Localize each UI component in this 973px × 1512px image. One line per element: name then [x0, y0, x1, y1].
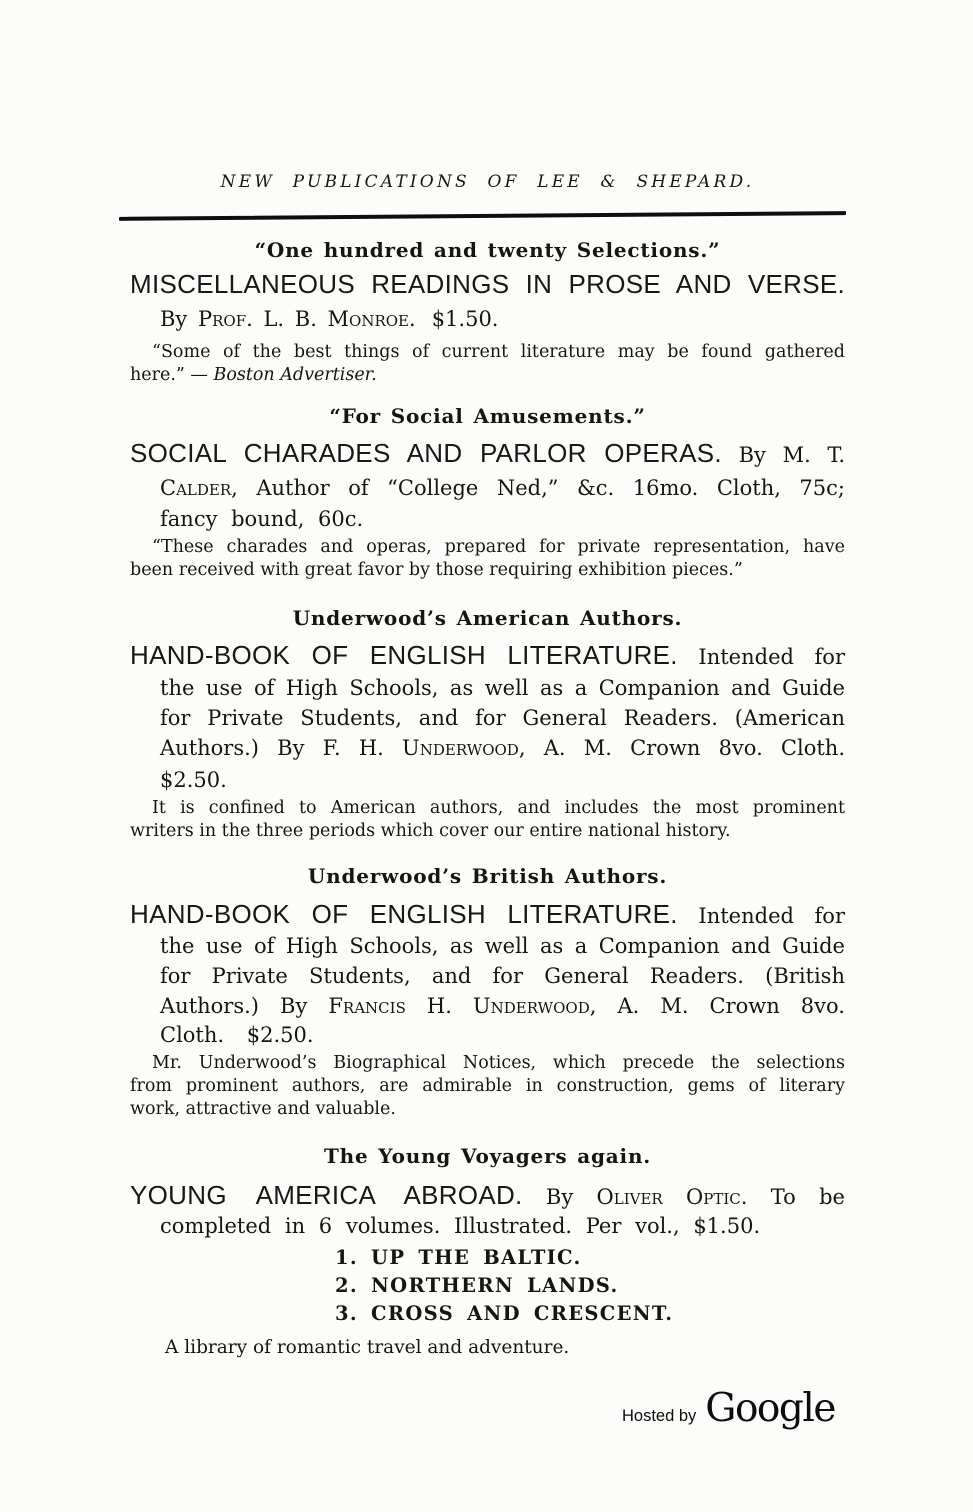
book-title-line — [130, 1179, 845, 1213]
review-quote-line: work, attractive and valuable. — [130, 1099, 396, 1119]
volume-list-item-2: 2. NORTHERN LANDS. — [335, 1274, 619, 1297]
book-title-social-charades: SOCIAL CHARADES AND PARLOR OPERAS. — [130, 438, 722, 468]
book-detail-line: the use of High Schools, as well as a Companion and Guide — [160, 676, 845, 700]
title-tail — [546, 1185, 845, 1209]
review-quote-line: Mr. Underwood’s Biographical Notices, which precede the selections — [152, 1053, 845, 1073]
quote-source: Boston Advertiser. — [213, 365, 377, 385]
book-detail-line: for Private Students, and for General Readers. (American — [160, 706, 845, 730]
review-quote-line: “These charades and operas, prepared for private representation, have — [152, 537, 845, 557]
price: $2.50. — [246, 1023, 314, 1047]
price: $2.50. — [160, 768, 227, 792]
byline-prefix: By — [545, 1185, 597, 1209]
review-quote-line: “Some of the best things of current literature may be found gathered — [152, 342, 845, 362]
title-tail: Intended for — [698, 645, 845, 669]
detail-text: Authors.) By — [160, 994, 329, 1018]
detail-text: , Author of “College Ned,” &c. 16mo. Cloth, 75c; — [231, 476, 845, 500]
author-name: Calder — [160, 476, 232, 500]
quote-text: here.” — — [130, 365, 214, 385]
book-detail-line: the use of High Schools, as well as a Companion and Guide — [160, 934, 845, 958]
book-detail-line: for Private Students, and for General Readers. (British — [160, 964, 845, 988]
google-watermark — [622, 1386, 835, 1431]
byline — [160, 305, 845, 333]
book-title-line — [130, 437, 845, 471]
book-title-handbook-american: HAND-BOOK OF ENGLISH LITERATURE. — [130, 640, 678, 670]
book-title-line — [130, 268, 845, 302]
book-detail-line — [160, 734, 845, 762]
binding: Cloth. — [160, 1023, 225, 1047]
volume-list-item-1: 1. UP THE BALTIC. — [335, 1246, 582, 1269]
book-detail-line: completed in 6 volumes. Illustrated. Per vol., $1.50. — [160, 1214, 761, 1238]
author-name: Oliver Optic. — [596, 1185, 748, 1209]
running-head: NEW PUBLICATIONS OF LEE & SHEPARD. — [220, 172, 755, 192]
series-note: A library of romantic travel and adventure. — [165, 1337, 570, 1358]
detail-text: To be — [747, 1185, 845, 1209]
author-first-name: Francis — [328, 994, 406, 1018]
book-title-line — [130, 898, 845, 932]
book-detail-line — [160, 1021, 845, 1049]
detail-text: , A. M. Crown 8vo. — [589, 994, 845, 1018]
detail-text: , A. M. Crown 8vo. Cloth. — [518, 736, 845, 760]
review-quote-line: It is confined to American authors, and includes the most prominent — [152, 798, 845, 818]
book-title-miscellaneous-readings: MISCELLANEOUS READINGS IN PROSE AND VERSE. — [130, 269, 845, 299]
review-quote-line: from prominent authors, are admirable in construction, gems of literary — [130, 1076, 845, 1096]
header-rule — [119, 211, 846, 221]
author-name: Prof. L. B. Monroe. — [197, 307, 416, 331]
volume-list-item-3: 3. CROSS AND CRESCENT. — [335, 1302, 674, 1325]
author-last-name: Underwood — [472, 994, 590, 1018]
review-quote-line: writers in the three periods which cover our entire national history. — [130, 821, 731, 841]
tagline-miscellaneous-readings: “One hundred and twenty Selections.” — [254, 238, 721, 262]
book-detail-line: fancy bound, 60c. — [160, 507, 364, 531]
tagline-underwood-american: Underwood’s American Authors. — [292, 606, 683, 630]
review-quote-line — [130, 364, 845, 387]
review-quote-line: been received with great favor by those requiring exhibition pieces.” — [130, 560, 743, 580]
author-name: Underwood — [402, 736, 519, 760]
tagline-underwood-british: Underwood’s British Authors. — [307, 864, 668, 888]
tagline-social-charades: “For Social Amusements.” — [329, 404, 646, 428]
tagline-young-voyagers: The Young Voyagers again. — [323, 1144, 652, 1168]
detail-text: Authors.) By F. H. — [160, 736, 403, 760]
title-tail: By M. T. — [738, 443, 846, 467]
title-tail: Intended for — [698, 904, 845, 928]
book-title-line — [130, 639, 845, 673]
byline-prefix: By — [160, 307, 198, 331]
book-title-handbook-british: HAND-BOOK OF ENGLISH LITERATURE. — [130, 899, 678, 929]
price: $1.50. — [431, 307, 499, 331]
detail-text: H. — [405, 994, 473, 1018]
google-logo: Google — [705, 1386, 835, 1431]
book-title-young-america: YOUNG AMERICA ABROAD. — [130, 1180, 523, 1210]
book-detail-line — [160, 474, 845, 502]
book-detail-line — [160, 992, 845, 1020]
hosted-by-label: Hosted by — [622, 1407, 697, 1425]
